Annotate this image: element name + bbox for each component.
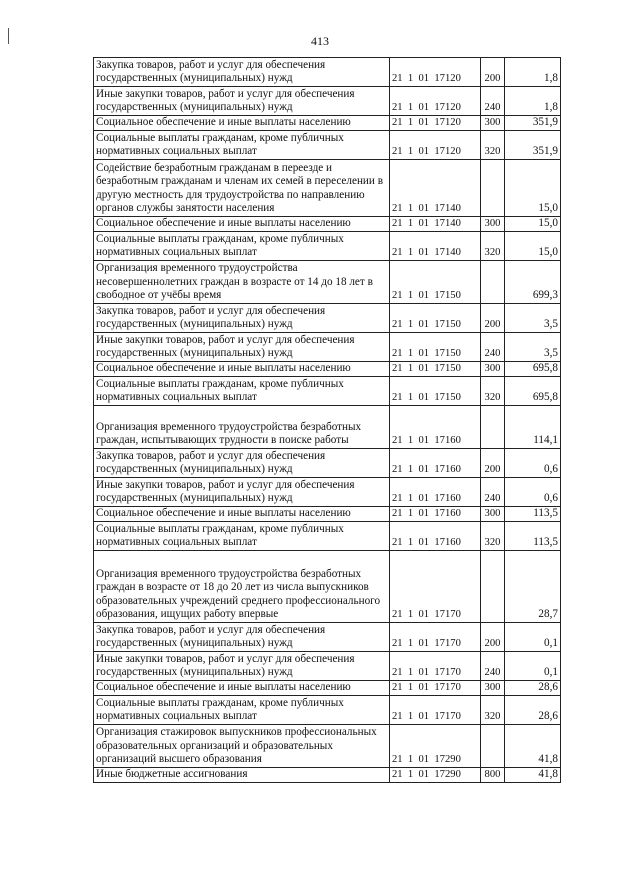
table-row [94, 87, 561, 116]
row-sum-cell: 695,8 [505, 362, 561, 377]
row-name-cell: Иные закупки товаров, работ и услуг для обеспечения государственных (муниципальных) нужд [94, 87, 390, 116]
table-row [94, 261, 561, 304]
row-name-cell: Иные закупки товаров, работ и услуг для обеспечения государственных (муниципальных) нужд [94, 652, 390, 681]
row-name-cell: Социальные выплаты гражданам, кроме публичных нормативных социальных выплат [94, 232, 390, 261]
row-sum-cell: 3,5 [505, 304, 561, 333]
row-sum-cell: 15,0 [505, 232, 561, 261]
table-row [94, 131, 561, 160]
row-sum-cell: 1,8 [505, 87, 561, 116]
row-sum-cell: 28,6 [505, 696, 561, 725]
row-code-cell: 21 1 01 17170 [390, 652, 481, 681]
row-name-cell: Иные закупки товаров, работ и услуг для обеспечения государственных (муниципальных) нужд [94, 333, 390, 362]
row-kind-cell: 200 [481, 623, 505, 652]
row-kind-cell: 200 [481, 58, 505, 87]
table-row [94, 478, 561, 507]
row-kind-cell: 800 [481, 768, 505, 783]
row-kind-cell: 300 [481, 116, 505, 131]
row-kind-cell: 300 [481, 217, 505, 232]
table-row [94, 551, 561, 623]
row-name-cell: Иные бюджетные ассигнования [94, 768, 390, 783]
row-sum-cell: 28,6 [505, 681, 561, 696]
table-row [94, 333, 561, 362]
row-name-cell: Социальные выплаты гражданам, кроме публичных нормативных социальных выплат [94, 696, 390, 725]
row-name-cell: Закупка товаров, работ и услуг для обеспечения государственных (муниципальных) нужд [94, 58, 390, 87]
table-row [94, 449, 561, 478]
row-kind-cell: 300 [481, 507, 505, 522]
row-code-cell: 21 1 01 17170 [390, 551, 481, 623]
row-sum-cell: 15,0 [505, 217, 561, 232]
row-kind-cell: 300 [481, 362, 505, 377]
row-kind-cell [481, 725, 505, 768]
row-name-cell: Организация временного трудоустройства безработных граждан в возрасте от 18 до 20 лет из числа выпускников образовательных учреждений среднего профессионального образования, ищущих работу впервые [94, 551, 390, 623]
row-sum-cell: 699,3 [505, 261, 561, 304]
row-code-cell: 21 1 01 17150 [390, 362, 481, 377]
row-code-cell: 21 1 01 17170 [390, 623, 481, 652]
row-code-cell: 21 1 01 17160 [390, 449, 481, 478]
row-code-cell: 21 1 01 17290 [390, 768, 481, 783]
table-row [94, 681, 561, 696]
row-sum-cell: 1,8 [505, 58, 561, 87]
table-row [94, 507, 561, 522]
row-code-cell: 21 1 01 17150 [390, 333, 481, 362]
row-name-cell: Социальное обеспечение и иные выплаты населению [94, 217, 390, 232]
table-row [94, 160, 561, 217]
table-row [94, 406, 561, 449]
row-code-cell: 21 1 01 17120 [390, 131, 481, 160]
row-code-cell: 21 1 01 17170 [390, 681, 481, 696]
row-sum-cell: 0,1 [505, 652, 561, 681]
row-code-cell: 21 1 01 17160 [390, 522, 481, 551]
row-kind-cell: 240 [481, 652, 505, 681]
row-code-cell: 21 1 01 17170 [390, 696, 481, 725]
row-sum-cell: 28,7 [505, 551, 561, 623]
row-name-cell: Иные закупки товаров, работ и услуг для обеспечения государственных (муниципальных) нужд [94, 478, 390, 507]
table-row [94, 304, 561, 333]
row-kind-cell: 320 [481, 131, 505, 160]
row-code-cell: 21 1 01 17140 [390, 217, 481, 232]
row-kind-cell: 200 [481, 449, 505, 478]
row-sum-cell: 0,6 [505, 449, 561, 478]
row-sum-cell: 351,9 [505, 116, 561, 131]
row-sum-cell: 113,5 [505, 522, 561, 551]
row-code-cell: 21 1 01 17140 [390, 232, 481, 261]
row-code-cell: 21 1 01 17150 [390, 377, 481, 406]
row-sum-cell: 695,8 [505, 377, 561, 406]
row-name-cell: Социальное обеспечение и иные выплаты населению [94, 362, 390, 377]
table-row [94, 696, 561, 725]
budget-table [93, 57, 561, 783]
row-code-cell: 21 1 01 17150 [390, 304, 481, 333]
row-name-cell: Закупка товаров, работ и услуг для обеспечения государственных (муниципальных) нужд [94, 623, 390, 652]
table-row [94, 116, 561, 131]
table-row [94, 58, 561, 87]
row-name-cell: Социальные выплаты гражданам, кроме публичных нормативных социальных выплат [94, 522, 390, 551]
page-number: 413 [311, 34, 329, 48]
row-code-cell: 21 1 01 17290 [390, 725, 481, 768]
row-kind-cell: 300 [481, 681, 505, 696]
row-name-cell: Социальное обеспечение и иные выплаты населению [94, 507, 390, 522]
table-row [94, 623, 561, 652]
row-kind-cell: 320 [481, 377, 505, 406]
row-kind-cell [481, 261, 505, 304]
row-kind-cell: 240 [481, 87, 505, 116]
row-code-cell: 21 1 01 17120 [390, 87, 481, 116]
table-row [94, 652, 561, 681]
row-kind-cell: 320 [481, 696, 505, 725]
row-name-cell: Социальное обеспечение и иные выплаты населению [94, 116, 390, 131]
row-kind-cell: 200 [481, 304, 505, 333]
row-kind-cell: 240 [481, 478, 505, 507]
row-sum-cell: 3,5 [505, 333, 561, 362]
row-sum-cell: 41,8 [505, 768, 561, 783]
row-kind-cell: 320 [481, 232, 505, 261]
row-name-cell: Организация временного трудоустройства безработных граждан, испытывающих трудности в поиске работы [94, 406, 390, 449]
table-row [94, 725, 561, 768]
row-sum-cell: 113,5 [505, 507, 561, 522]
row-kind-cell [481, 406, 505, 449]
table-row [94, 522, 561, 551]
row-sum-cell: 41,8 [505, 725, 561, 768]
row-code-cell: 21 1 01 17120 [390, 116, 481, 131]
row-code-cell: 21 1 01 17140 [390, 160, 481, 217]
row-sum-cell: 351,9 [505, 131, 561, 160]
row-sum-cell: 114,1 [505, 406, 561, 449]
row-kind-cell [481, 160, 505, 217]
row-name-cell: Социальные выплаты гражданам, кроме публичных нормативных социальных выплат [94, 377, 390, 406]
table-row [94, 217, 561, 232]
row-code-cell: 21 1 01 17120 [390, 58, 481, 87]
row-code-cell: 21 1 01 17150 [390, 261, 481, 304]
row-name-cell: Социальные выплаты гражданам, кроме публичных нормативных социальных выплат [94, 131, 390, 160]
row-name-cell: Содействие безработным гражданам в переезде и безработным гражданам и членам их семей в переселении в другую местность для трудоустройства по направлению органов службы занятости населения [94, 160, 390, 217]
row-code-cell: 21 1 01 17160 [390, 507, 481, 522]
row-kind-cell: 240 [481, 333, 505, 362]
row-sum-cell: 0,1 [505, 623, 561, 652]
row-code-cell: 21 1 01 17160 [390, 406, 481, 449]
table-row [94, 768, 561, 783]
row-name-cell: Организация стажировок выпускников профессиональных образовательных организаций и образовательных организаций высшего образования [94, 725, 390, 768]
row-sum-cell: 0,6 [505, 478, 561, 507]
row-kind-cell: 320 [481, 522, 505, 551]
row-name-cell: Организация временного трудоустройства несовершеннолетних граждан в возрасте от 14 до 18 лет в свободное от учёбы время [94, 261, 390, 304]
row-code-cell: 21 1 01 17160 [390, 478, 481, 507]
row-name-cell: Социальное обеспечение и иные выплаты населению [94, 681, 390, 696]
table-row [94, 232, 561, 261]
row-sum-cell: 15,0 [505, 160, 561, 217]
table-row [94, 377, 561, 406]
table-row [94, 362, 561, 377]
row-name-cell: Закупка товаров, работ и услуг для обеспечения государственных (муниципальных) нужд [94, 304, 390, 333]
row-kind-cell [481, 551, 505, 623]
row-name-cell: Закупка товаров, работ и услуг для обеспечения государственных (муниципальных) нужд [94, 449, 390, 478]
